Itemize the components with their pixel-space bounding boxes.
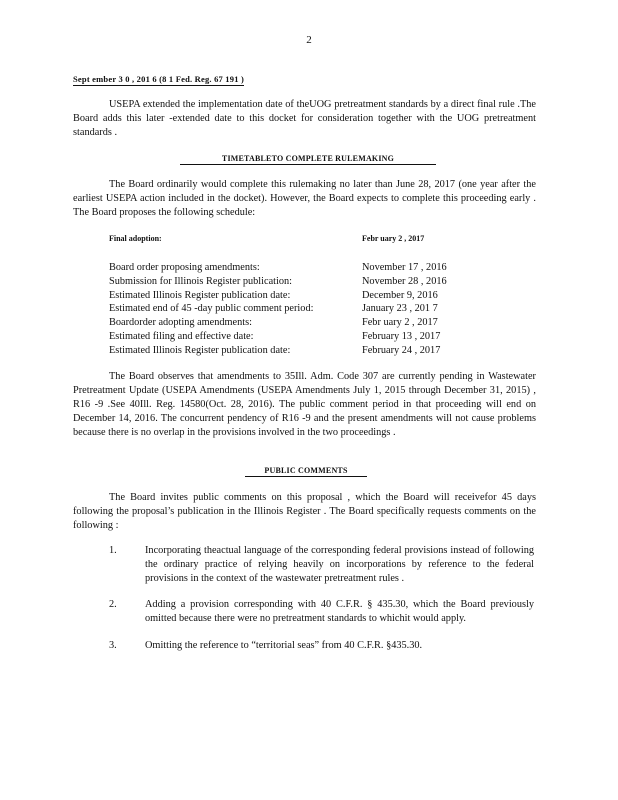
schedule-item: Estimated Illinois Register publication date:	[109, 344, 291, 356]
schedule-date: Febr uary 2 , 2017	[362, 317, 438, 329]
schedule-header-date: Febr uary 2 , 2017	[362, 234, 425, 243]
paragraph-timetable	[73, 178, 536, 220]
list-item	[109, 544, 534, 585]
paragraph-public-comments	[73, 491, 536, 533]
schedule-row	[109, 261, 469, 275]
date-heading: Sept ember 3 0 , 201 6 (8 1 Fed. Reg. 67 191 )	[73, 74, 244, 84]
section-title-public-comments: PUBLIC COMMENTS	[245, 466, 367, 477]
schedule-table	[109, 261, 469, 358]
list-item-number: 3.	[109, 639, 117, 651]
schedule-date: December 9, 2016	[362, 289, 438, 301]
schedule-item: Submission for Illinois Register publication:	[109, 275, 293, 287]
schedule-header-label: Final adoption:	[109, 234, 162, 243]
schedule-row	[109, 275, 469, 289]
list-item-text: Incorporating theactual language of the corresponding federal provisions instead of following the ordinary practice of relying heavily on incorporations by reference to the federal provisions in the context of the wastewater pretreatment rules .	[145, 545, 534, 584]
paragraph-pending-amendments	[73, 370, 536, 440]
list-item	[109, 639, 534, 653]
schedule-date: January 23 , 201 7	[362, 303, 438, 315]
list-item	[109, 598, 534, 626]
schedule-row	[109, 330, 469, 344]
paragraph-extension-text: USEPA extended the implementation date of theUOG pretreatment standards by a direct final rule .The Board adds this later -extended date to this docket for consideration together with the UOG pretreatment standards .	[73, 99, 536, 138]
schedule-date: November 28 , 2016	[362, 275, 447, 287]
section-title-timetable: TIMETABLETO COMPLETE RULEMAKING	[180, 154, 436, 165]
paragraph-pending-amendments-text: The Board observes that amendments to 35Ill. Adm. Code 307 are currently pending in Wastewater Pretreatment Update (USEPA Amendments (USEPA Amendments July 1, 2015 through December 31, 2015) , R16 -9 .See 40Ill. Reg. 14580(Oct. 28, 2016). The public comment period in that proceeding will end on December 14, 2016. The concurrent pendency of R16 -9 and the present amendments will not cause problems because there is no overlap in the provisions involved in the two proceedings .	[73, 371, 536, 438]
schedule-item: Boardorder adopting amendments:	[109, 317, 252, 329]
schedule-item: Estimated Illinois Register publication date:	[109, 289, 291, 301]
paragraph-timetable-text: The Board ordinarily would complete this rulemaking no later than June 28, 2017 (one year after the earliest USEPA action included in the docket). However, the Board expects to complete this proceeding early . The Board proposes the following schedule:	[73, 179, 536, 218]
schedule-item: Estimated end of 45 -day public comment period:	[109, 303, 314, 315]
paragraph-extension	[73, 98, 536, 140]
schedule-date: November 17 , 2016	[362, 262, 447, 273]
schedule-date: February 24 , 2017	[362, 344, 441, 356]
schedule-item: Board order proposing amendments:	[109, 262, 260, 273]
schedule-row	[109, 289, 469, 303]
list-item-number: 2.	[109, 599, 117, 611]
schedule-row	[109, 316, 469, 330]
list-item-number: 1.	[109, 545, 117, 556]
schedule-date: February 13 , 2017	[362, 330, 441, 342]
paragraph-public-comments-text: The Board invites public comments on this proposal , which the Board will receivefor 45 days following the proposal’s publication in the Illinois Register . The Board specifically requests comments on the following :	[73, 492, 536, 531]
schedule-row	[109, 344, 469, 358]
list-item-text: Omitting the reference to “territorial seas” from 40 C.F.R. §435.30.	[145, 639, 423, 651]
schedule-item: Estimated filing and effective date:	[109, 330, 254, 342]
comment-request-list	[109, 544, 534, 666]
list-item-text: Adding a provision corresponding with 40 C.F.R. § 435.30, which the Board previously omitted because there were no pretreatment standards to whichit would apply.	[145, 599, 534, 625]
page-number: 2	[306, 34, 312, 46]
schedule-row	[109, 302, 469, 316]
